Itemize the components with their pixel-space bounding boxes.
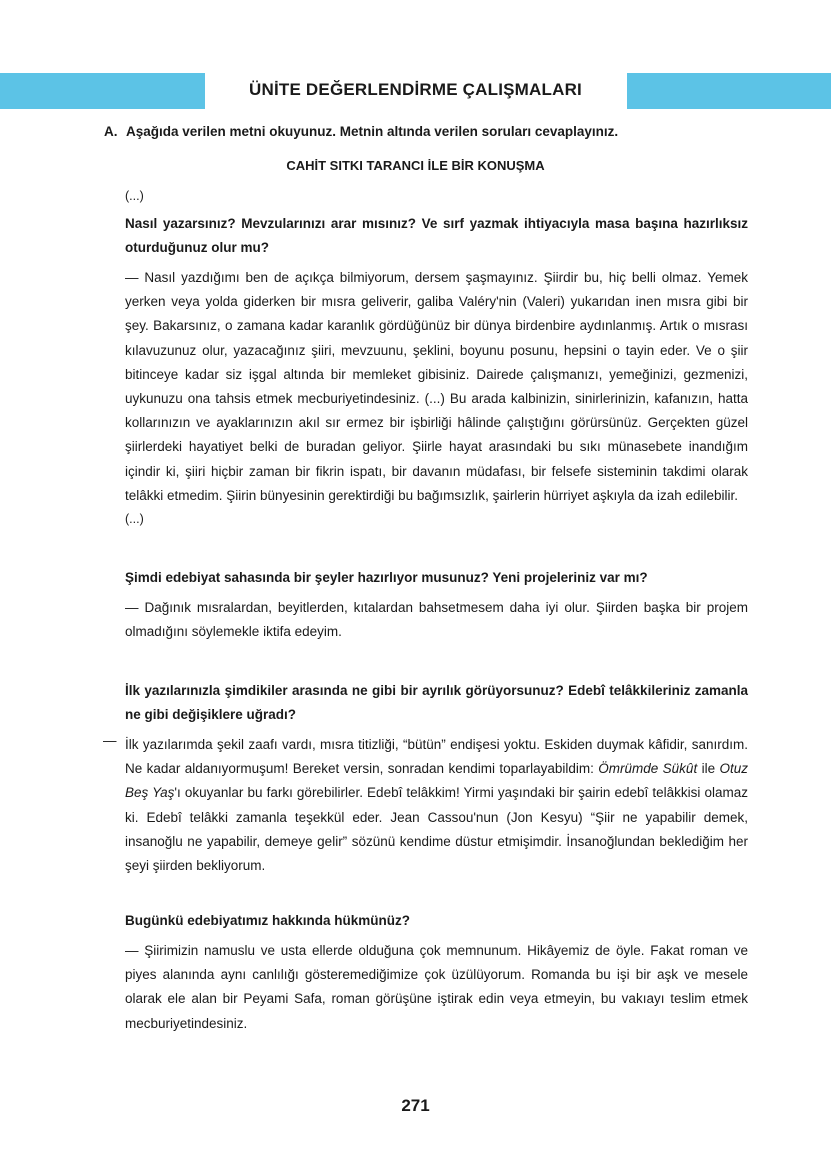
ellipsis-top: (...) (125, 189, 144, 203)
instruction (104, 124, 618, 139)
text-title: CAHİT SITKI TARANCI İLE BİR KONUŞMA (286, 158, 545, 173)
answer-3-part2: 'ı okuyanlar bu farkı görebilirler. Edebî telâkkim! Yirmi yaşındaki bir şairin edebî telâkkisi olamaz ki. Edebî telâkki zamanla teşekkül eder. Jean Cassou'nun (Jon Kesyu) “Şiir ne yapabilir demek, insanoğlu ne yapabilir, demeye gelir” sözünü kendime düstur etmişimdir. İnsanoğlundan beklediğim her şeyi şiirden bekliyorum. (125, 785, 749, 874)
question-1: Nasıl yazarsınız? Mevzularınızı arar mısınız? Ve sırf yazmak ihtiyacıyla masa başına hazırlıksız oturduğunuz olur mu? (125, 216, 748, 256)
page-title: ÜNİTE DEĞERLENDİRME ÇALIŞMALARI (249, 80, 582, 99)
answer-2: — Dağınık mısralardan, beyitlerden, kıtalardan bahsetmesem daha iyi olur. Şiirden başka bir projem olmadığını söylemekle iktifa edeyim. (125, 600, 748, 640)
answer-3 (125, 733, 748, 878)
page-number: 271 (401, 1096, 430, 1115)
ellipsis-middle: (...) (125, 512, 144, 526)
book-title-2: Otuz Beş Yaş (125, 761, 748, 801)
answer-3-connector: ile (697, 761, 720, 777)
answer-3-dash: — (103, 733, 117, 748)
answer-3-part1: İlk yazılarımda şekil zaafı vardı, mısra titizliği, “bütün” endişesi yoktu. Eskiden duymak kâfidir, sanırdım. Ne kadar aldanıyormuşum! Bereket versin, sonradan kendimi toparlayabildim: (125, 737, 748, 777)
question-2: Şimdi edebiyat sahasında bir şeyler hazırlıyor musunuz? Yeni projeleriniz var mı? (125, 570, 648, 585)
answer-4: — Şiirimizin namuslu ve usta ellerde olduğuna çok memnunum. Hikâyemiz de öyle. Fakat roman ve piyes alanında aynı canlılığı gösteremediğimize çok üzülüyorum. Romanda bu işi bir aşk ve mesele olarak ele alan bir Peyami Safa, roman görüşüne iştirak edin veya etmeyin, bu vakıayı teslim etmek mecburiyetindesiniz. (125, 943, 748, 1031)
question-3: İlk yazılarınızla şimdikiler arasında ne gibi bir ayrılık görüyorsunuz? Edebî telâkkileriniz zamanla ne gibi değişiklere uğradı? (125, 683, 748, 723)
instruction-letter: A. (104, 124, 118, 139)
question-4: Bugünkü edebiyatımız hakkında hükmünüz? (125, 913, 411, 928)
book-title-1: Ömrümde Sükût (598, 761, 698, 777)
instruction-text: Aşağıda verilen metni okuyunuz. Metnin altında verilen soruları cevaplayınız. (126, 124, 619, 139)
answer-1: — Nasıl yazdığımı ben de açıkça bilmiyorum, dersem şaşmayınız. Şiirdir bu, hiç belli olmaz. Yemek yerken veya yolda giderken bir mısra geliverir, galiba Valéry'nin (Valeri) yukarıdan inen mısra gibi bir şey. Bakarsınız, o zamana kadar karanlık gördüğünüz bir dünya birdenbire aydınlanmış. Artık o mısrası kılavuzunuz olur, yazacağınız şiiri, mevzuunu, şeklini, boyunu posunu, hepsini o tayin eder. Ve o şiir bitinceye kadar siz işgal altında bir memleket gibisiniz. Dairede çalışmanızı, yemeğinizi, gezmenizi, uykunuzu ona tahsis etmek mecburiyetindesiniz. (...) Bu arada kalbinizin, sinirlerinizin, kafanızın, hatta kollarınızın ve ayaklarınızın akıl sır ermez bir işbirliği hâlinde çalıştığını görürsünüz. Gerçekten güzel şiirlerdeki hayatiyet belki de buradan geliyor. Şiirle hayat arasındaki bu sıkı münasebete inandığım içindir ki, şiiri hiçbir zaman bir fikrin ispatı, bir davanın müdafası, bir felsefe sisteminin takdimi olarak telâkki etmedim. Şiirin bünyesinin gerektirdiği bu bağımsızlık, şairlerin hürriyet aşkıyla da izah edilebilir. (125, 270, 748, 503)
